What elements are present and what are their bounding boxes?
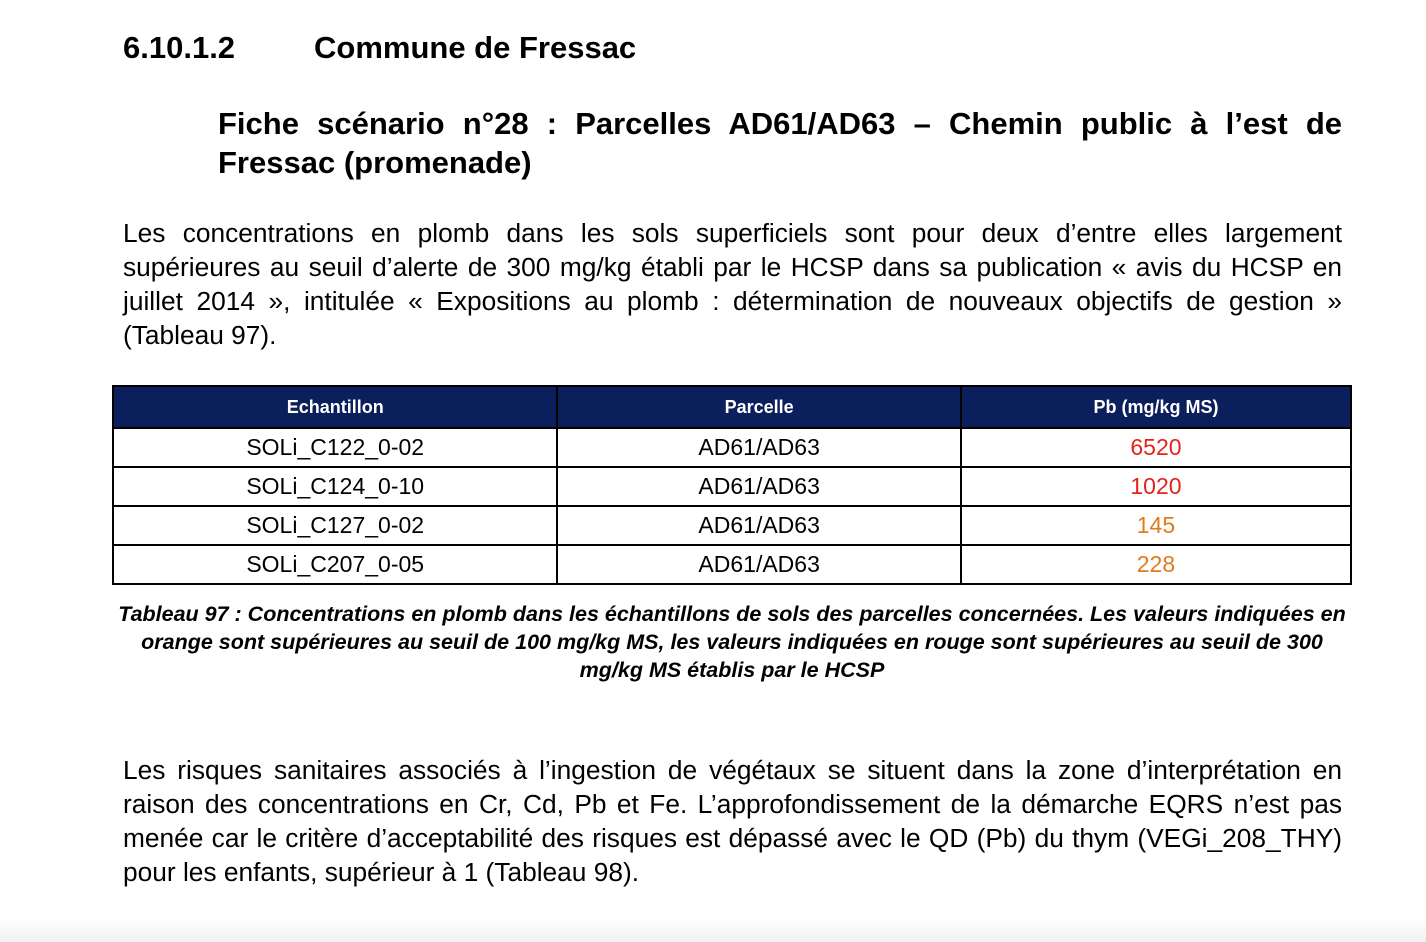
cell-pb: 1020: [961, 467, 1351, 506]
risk-paragraph: Les risques sanitaires associés à l’ingestion de végétaux se situent dans la zone d’interprétation en raison des concentrations en Cr, Cd, Pb et Fe. L’approfondissement de la démarche EQRS n’est pas menée car le critère d’acceptabilité des risques est dépassé avec le QD (Pb) du thym (VEGi_208_THY) pour les enfants, supérieur à 1 (Tableau 98).: [123, 755, 1342, 887]
cell-parcelle: AD61/AD63: [557, 545, 961, 584]
table-row: [113, 428, 1351, 467]
cell-pb: 6520: [961, 428, 1351, 467]
section-number: 6.10.1.2: [123, 30, 236, 65]
scenario-heading: Fiche scénario n°28 : Parcelles AD61/AD63 – Chemin public à l’est de Fressac (promenade): [218, 106, 1342, 180]
table-row: [113, 467, 1351, 506]
cell-parcelle: AD61/AD63: [557, 428, 961, 467]
section-heading: [123, 30, 636, 66]
cell-parcelle: AD61/AD63: [557, 467, 961, 506]
cell-echantillon: SOLi_C124_0-10: [113, 467, 557, 506]
cell-echantillon: SOLi_C127_0-02: [113, 506, 557, 545]
table-caption: Tableau 97 : Concentrations en plomb dans les échantillons de sols des parcelles concernées. Les valeurs indiquées en orange sont supérieures au seuil de 100 mg/kg MS, les valeurs indiquées en rouge sont supérieures au seuil de 300 mg/kg MS établis par le HCSP: [118, 602, 1346, 682]
cell-pb: 228: [961, 545, 1351, 584]
lead-concentration-table: [112, 385, 1352, 585]
table-header-row: [113, 386, 1351, 428]
page-bottom-edge: [0, 920, 1426, 942]
intro-paragraph: Les concentrations en plomb dans les sols superficiels sont pour deux d’entre elles largement supérieures au seuil d’alerte de 300 mg/kg établi par le HCSP dans sa publication « avis du HCSP en juillet 2014 », intitulée « Expositions au plomb : détermination de nouveaux objectifs de gestion » (Tableau 97).: [123, 218, 1342, 350]
cell-echantillon: SOLi_C207_0-05: [113, 545, 557, 584]
table-row: [113, 545, 1351, 584]
cell-echantillon: SOLi_C122_0-02: [113, 428, 557, 467]
cell-parcelle: AD61/AD63: [557, 506, 961, 545]
cell-pb: 145: [961, 506, 1351, 545]
section-title: Commune de Fressac: [314, 30, 637, 65]
header-parcelle: Parcelle: [557, 386, 961, 428]
table-row: [113, 506, 1351, 545]
header-echantillon: Echantillon: [113, 386, 557, 428]
header-pb: Pb (mg/kg MS): [961, 386, 1351, 428]
